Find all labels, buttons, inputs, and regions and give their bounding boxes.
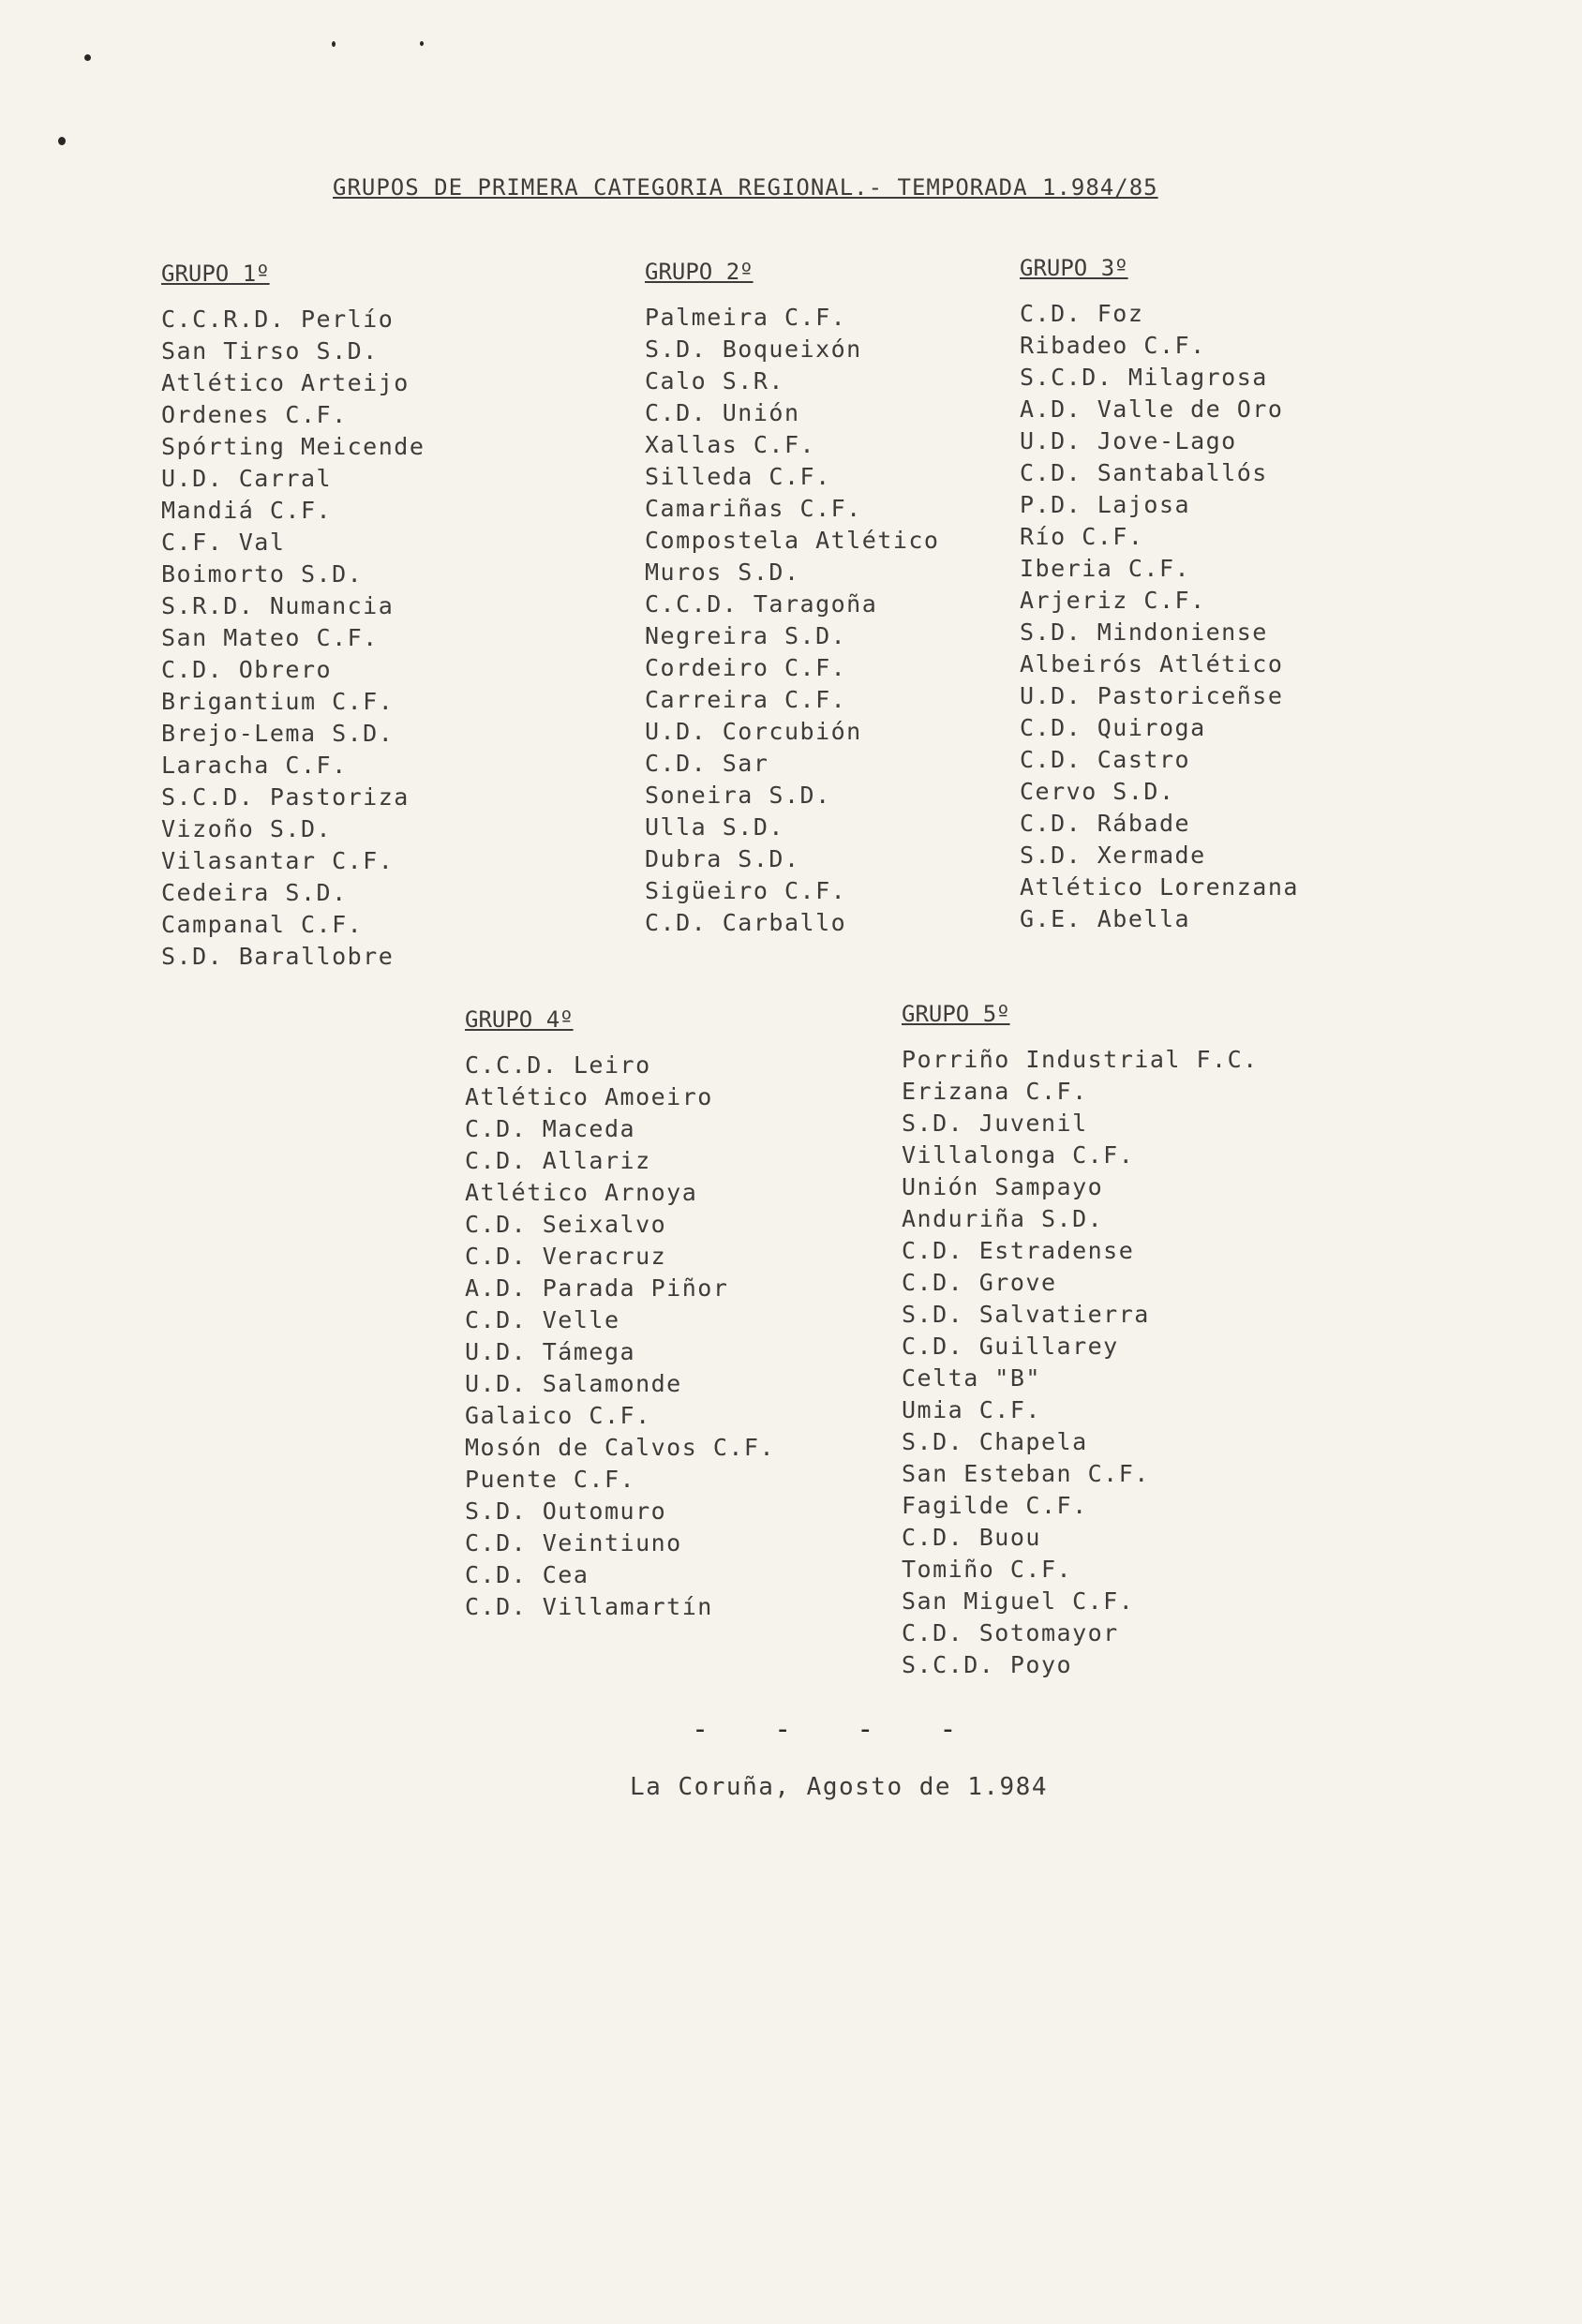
club-name: P.D. Lajosa [1020, 491, 1191, 518]
club-name: C.D. Estradense [902, 1237, 1135, 1264]
group-title: GRUPO 2º [645, 259, 754, 285]
club-name: S.D. Barallobre [161, 943, 395, 970]
club-name: G.E. Abella [1020, 905, 1191, 932]
club-name: S.D. Outomuro [465, 1497, 667, 1525]
club-name: S.D. Chapela [902, 1428, 1088, 1455]
club-list [465, 1050, 905, 1623]
club-name: Dubra S.D. [645, 845, 800, 872]
club-name: Xallas C.F. [645, 431, 816, 458]
club-name: C.D. Guillarey [902, 1333, 1119, 1360]
club-name: A.D. Parada Piñor [465, 1274, 729, 1302]
club-name: Unión Sampayo [902, 1173, 1104, 1200]
club-name: U.D. Salamonde [465, 1370, 682, 1397]
group-title: GRUPO 5º [902, 1001, 1010, 1027]
club-name: S.C.D. Poyo [902, 1651, 1073, 1678]
club-name: U.D. Jove-Lago [1020, 427, 1237, 454]
club-name: San Esteban C.F. [902, 1460, 1150, 1487]
club-name: Muros S.D. [645, 559, 800, 586]
club-name: C.D. Castro [1020, 746, 1191, 773]
club-name: C.D. Cea [465, 1561, 590, 1588]
club-name: Sigüeiro C.F. [645, 877, 847, 904]
club-name: U.D. Támega [465, 1338, 636, 1365]
club-name: Erizana C.F. [902, 1078, 1088, 1105]
club-name: S.R.D. Numancia [161, 592, 395, 619]
club-name: Anduriña S.D. [902, 1205, 1104, 1232]
club-name: C.D. Veracruz [465, 1243, 667, 1270]
group-1 [161, 261, 602, 973]
ink-speck [84, 54, 91, 61]
club-name: Tomiño C.F. [902, 1556, 1073, 1583]
club-name: C.D. Grove [902, 1269, 1057, 1296]
club-name: Ordenes C.F. [161, 401, 348, 428]
club-name: Río C.F. [1020, 523, 1144, 550]
club-name: S.C.D. Milagrosa [1020, 364, 1268, 391]
document-title: GRUPOS DE PRIMERA CATEGORIA REGIONAL.- TEMPORADA 1.984/85 [333, 174, 1158, 201]
place-and-date: La Coruña, Agosto de 1.984 [630, 1773, 1048, 1801]
separator-dashes: - - - - [692, 1713, 981, 1746]
club-name: Soneira S.D. [645, 782, 831, 809]
club-name: C.C.R.D. Perlío [161, 305, 395, 333]
club-name: Carreira C.F. [645, 686, 847, 713]
club-name: Camariñas C.F. [645, 495, 862, 522]
club-name: C.D. Carballo [645, 909, 847, 936]
ink-speck [332, 41, 336, 47]
club-name: Albeirós Atlético [1020, 650, 1284, 678]
club-name: C.D. Veintiuno [465, 1529, 682, 1557]
club-name: C.D. Quiroga [1020, 714, 1206, 741]
club-name: San Mateo C.F. [161, 624, 379, 651]
club-name: Brigantium C.F. [161, 688, 395, 715]
club-name: C.C.D. Leiro [465, 1051, 651, 1079]
group-5 [902, 1001, 1342, 1681]
club-name: U.D. Pastoriceñse [1020, 682, 1284, 709]
club-name: S.D. Salvatierra [902, 1301, 1150, 1328]
club-name: S.C.D. Pastoriza [161, 783, 410, 811]
group-title: GRUPO 1º [161, 261, 270, 287]
club-name: Porriño Industrial F.C. [902, 1046, 1259, 1073]
club-name: Iberia C.F. [1020, 555, 1191, 582]
club-name: A.D. Valle de Oro [1020, 395, 1284, 423]
club-list [161, 304, 602, 973]
club-name: San Miguel C.F. [902, 1587, 1135, 1615]
club-name: Campanal C.F. [161, 911, 364, 938]
group-title: GRUPO 3º [1020, 255, 1128, 281]
club-name: Villalonga C.F. [902, 1141, 1135, 1169]
club-name: Calo S.R. [645, 367, 784, 395]
club-name: S.D. Xermade [1020, 842, 1206, 869]
club-list [902, 1044, 1342, 1681]
club-name: Cordeiro C.F. [645, 654, 847, 681]
ink-speck [420, 41, 424, 46]
club-name: U.D. Corcubión [645, 718, 862, 745]
club-list [1020, 298, 1460, 935]
club-name: Arjeriz C.F. [1020, 587, 1206, 614]
club-name: Spórting Meicende [161, 433, 425, 460]
club-name: S.D. Juvenil [902, 1110, 1088, 1137]
club-name: Ulla S.D. [645, 813, 784, 841]
club-name: Cedeira S.D. [161, 879, 348, 906]
club-name: C.D. Maceda [465, 1115, 636, 1142]
ink-speck [58, 137, 66, 145]
group-3 [1020, 255, 1460, 935]
club-name: Atlético Lorenzana [1020, 873, 1299, 901]
club-name: Galaico C.F. [465, 1402, 651, 1429]
club-name: C.D. Rábade [1020, 810, 1191, 837]
club-name: San Tirso S.D. [161, 337, 379, 365]
club-name: C.D. Foz [1020, 300, 1144, 327]
club-name: S.D. Boqueixón [645, 335, 862, 363]
club-name: Ribadeo C.F. [1020, 332, 1206, 359]
club-name: C.C.D. Taragoña [645, 590, 878, 618]
club-name: C.D. Buou [902, 1524, 1041, 1551]
club-name: Silleda C.F. [645, 463, 831, 490]
club-name: Umia C.F. [902, 1396, 1041, 1423]
club-name: Atlético Arteijo [161, 369, 410, 396]
group-4 [465, 1006, 905, 1623]
club-name: C.D. Seixalvo [465, 1211, 667, 1238]
club-name: C.F. Val [161, 529, 286, 556]
club-name: C.D. Sotomayor [902, 1619, 1119, 1646]
club-name: Mandiá C.F. [161, 497, 333, 524]
club-name: C.D. Santaballós [1020, 459, 1268, 486]
club-name: Cervo S.D. [1020, 778, 1175, 805]
club-name: S.D. Mindoniense [1020, 618, 1268, 646]
club-name: U.D. Carral [161, 465, 333, 492]
club-name: C.D. Sar [645, 750, 769, 777]
club-name: Puente C.F. [465, 1466, 636, 1493]
club-name: Vizoño S.D. [161, 815, 333, 842]
club-name: Fagilde C.F. [902, 1492, 1088, 1519]
club-name: Atlético Amoeiro [465, 1083, 713, 1110]
club-name: C.D. Obrero [161, 656, 333, 683]
club-name: Mosón de Calvos C.F. [465, 1434, 776, 1461]
club-name: Compostela Atlético [645, 527, 940, 554]
club-name: Palmeira C.F. [645, 304, 847, 331]
club-name: Boimorto S.D. [161, 560, 364, 588]
club-name: Laracha C.F. [161, 752, 348, 779]
club-name: C.D. Villamartín [465, 1593, 713, 1620]
group-title: GRUPO 4º [465, 1006, 574, 1033]
club-name: Vilasantar C.F. [161, 847, 395, 874]
club-name: C.D. Velle [465, 1306, 620, 1333]
club-name: Brejo-Lema S.D. [161, 720, 395, 747]
club-name: Negreira S.D. [645, 622, 847, 649]
club-name: Atlético Arnoya [465, 1179, 698, 1206]
club-name: C.D. Unión [645, 399, 800, 426]
club-name: Celta "B" [902, 1364, 1041, 1392]
club-name: C.D. Allariz [465, 1147, 651, 1174]
